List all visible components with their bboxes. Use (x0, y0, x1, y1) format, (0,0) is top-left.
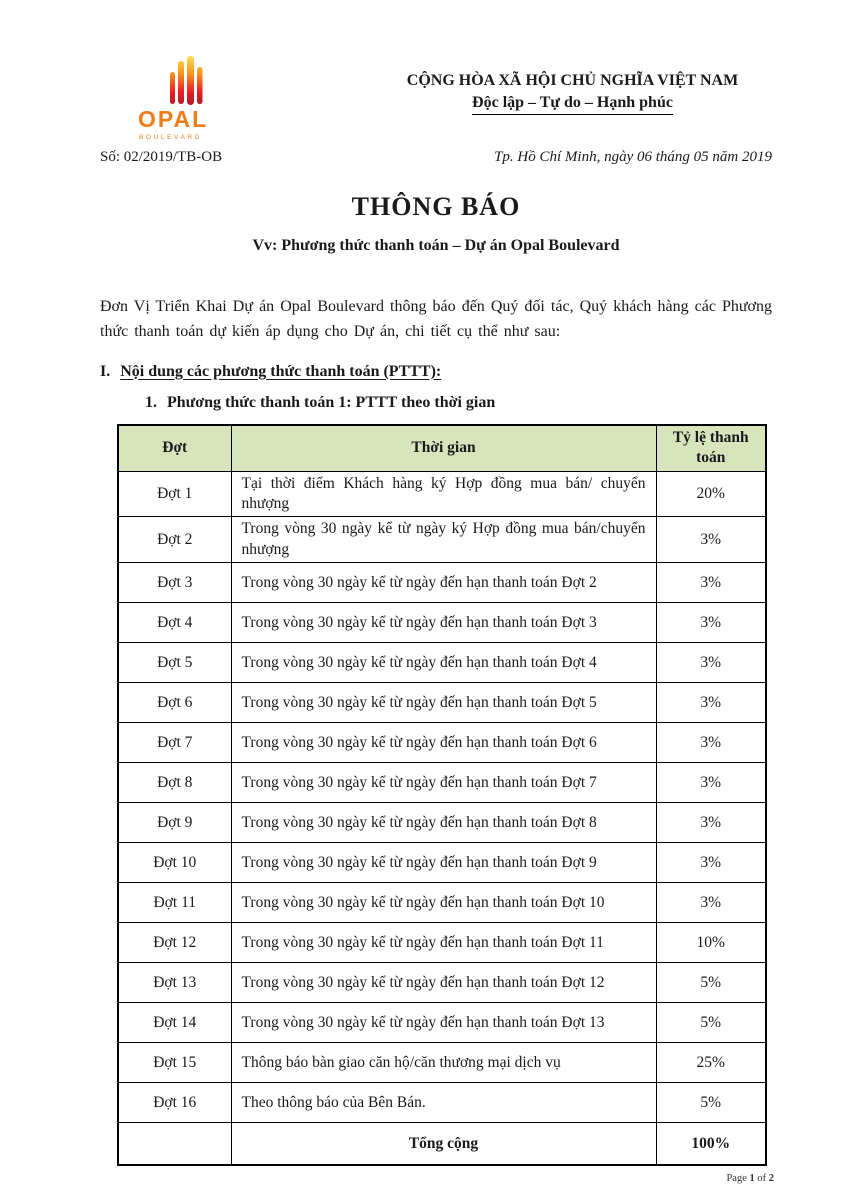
footer-total-pages: 2 (768, 1173, 774, 1184)
stage-cell: Đợt 9 (118, 803, 231, 843)
logo-wordmark: OPAL (138, 106, 209, 132)
meta-row (100, 149, 772, 166)
table-row (118, 843, 766, 883)
intro-paragraph: Đơn Vị Triển Khai Dự án Opal Boulevard thông báo đến Quý đối tác, Quý khách hàng các Phương thức thanh toán dự kiến áp dụng cho Dự án, chi tiết cụ thể như sau: (100, 298, 772, 340)
section-title: Nội dung các phương thức thanh toán (PTTT): (120, 362, 442, 380)
document-header (100, 56, 772, 141)
time-cell: Trong vòng 30 ngày kể từ ngày đến hạn thanh toán Đợt 10 (231, 883, 656, 923)
table-total-row (118, 1123, 766, 1166)
time-cell: Trong vòng 30 ngày kể từ ngày đến hạn thanh toán Đợt 5 (231, 683, 656, 723)
footer-current-page: 1 (749, 1173, 755, 1184)
time-cell: Theo thông báo của Bên Bán. (231, 1083, 656, 1123)
stage-cell: Đợt 6 (118, 683, 231, 723)
table-row (118, 1083, 766, 1123)
payment-table-body (118, 471, 766, 1123)
table-row (118, 563, 766, 603)
subsection-title: Phương thức thanh toán 1: PTTT theo thời gian (167, 393, 496, 411)
time-cell: Trong vòng 30 ngày kể từ ngày đến hạn thanh toán Đợt 13 (231, 1003, 656, 1043)
column-header-rate: Tỷ lệ thanh toán (656, 425, 766, 471)
flame-towers-icon (156, 56, 220, 106)
table-row (118, 1003, 766, 1043)
stage-cell: Đợt 3 (118, 563, 231, 603)
payment-schedule-table (117, 424, 767, 1167)
rate-cell: 3% (656, 763, 766, 803)
time-cell: Trong vòng 30 ngày kể từ ngày đến hạn thanh toán Đợt 3 (231, 603, 656, 643)
stage-cell: Đợt 12 (118, 923, 231, 963)
subsection-number: 1. (145, 393, 157, 411)
subsection-heading (145, 394, 772, 412)
section-heading (100, 363, 772, 381)
national-motto: Độc lập – Tự do – Hạnh phúc (472, 94, 673, 115)
table-row (118, 643, 766, 683)
page-title: THÔNG BÁO (351, 192, 521, 221)
rate-cell: 10% (656, 923, 766, 963)
table-row (118, 723, 766, 763)
time-cell: Trong vòng 30 ngày kể từ ngày đến hạn thanh toán Đợt 8 (231, 803, 656, 843)
table-header-row (118, 425, 766, 471)
footer-word-page: Page (726, 1173, 747, 1184)
stage-cell: Đợt 10 (118, 843, 231, 883)
rate-cell: 20% (656, 471, 766, 517)
stage-cell: Đợt 14 (118, 1003, 231, 1043)
table-row (118, 603, 766, 643)
stage-cell: Đợt 15 (118, 1043, 231, 1083)
rate-cell: 3% (656, 723, 766, 763)
rate-cell: 3% (656, 883, 766, 923)
stage-cell: Đợt 16 (118, 1083, 231, 1123)
time-cell: Trong vòng 30 ngày kể từ ngày đến hạn thanh toán Đợt 12 (231, 963, 656, 1003)
national-header (373, 56, 772, 115)
table-row (118, 963, 766, 1003)
stage-cell: Đợt 1 (118, 471, 231, 517)
table-row (118, 1043, 766, 1083)
time-cell: Tại thời điểm Khách hàng ký Hợp đồng mua bán/ chuyển nhượng (231, 471, 656, 517)
stage-cell: Đợt 7 (118, 723, 231, 763)
rate-cell: 5% (656, 1003, 766, 1043)
table-row (118, 883, 766, 923)
table-row (118, 803, 766, 843)
time-cell: Trong vòng 30 ngày kể từ ngày đến hạn thanh toán Đợt 9 (231, 843, 656, 883)
opal-logo (100, 56, 373, 141)
table-row (118, 763, 766, 803)
rate-cell: 3% (656, 683, 766, 723)
table-row (118, 683, 766, 723)
stage-cell: Đợt 4 (118, 603, 231, 643)
time-cell: Trong vòng 30 ngày kể từ ngày đến hạn thanh toán Đợt 11 (231, 923, 656, 963)
section-numeral: I. (100, 362, 111, 380)
rate-cell: 3% (656, 603, 766, 643)
document-number: Số: 02/2019/TB-OB (100, 149, 223, 165)
table-row (118, 517, 766, 563)
footer-word-of: of (757, 1173, 767, 1184)
stage-cell: Đợt 5 (118, 643, 231, 683)
rate-cell: 3% (656, 803, 766, 843)
stage-cell: Đợt 11 (118, 883, 231, 923)
column-header-time: Thời gian (231, 425, 656, 471)
rate-cell: 3% (656, 843, 766, 883)
table-row (118, 471, 766, 517)
column-header-stage: Đợt (118, 425, 231, 471)
time-cell: Trong vòng 30 ngày kể từ ngày đến hạn thanh toán Đợt 4 (231, 643, 656, 683)
time-cell: Thông báo bàn giao căn hộ/căn thương mại dịch vụ (231, 1043, 656, 1083)
stage-cell: Đợt 2 (118, 517, 231, 563)
table-row (118, 923, 766, 963)
total-label-cell: Tổng cộng (231, 1123, 656, 1166)
time-cell: Trong vòng 30 ngày kể từ ngày ký Hợp đồng mua bán/chuyển nhượng (231, 517, 656, 563)
time-cell: Trong vòng 30 ngày kể từ ngày đến hạn thanh toán Đợt 2 (231, 563, 656, 603)
time-cell: Trong vòng 30 ngày kể từ ngày đến hạn thanh toán Đợt 6 (231, 723, 656, 763)
total-empty-cell (118, 1123, 231, 1166)
page-number-footer (726, 1173, 774, 1184)
total-rate-cell: 100% (656, 1123, 766, 1166)
time-cell: Trong vòng 30 ngày kể từ ngày đến hạn thanh toán Đợt 7 (231, 763, 656, 803)
rate-cell: 3% (656, 563, 766, 603)
rate-cell: 3% (656, 517, 766, 563)
place-and-date: Tp. Hồ Chí Minh, ngày 06 tháng 05 năm 2019 (494, 149, 772, 165)
stage-cell: Đợt 8 (118, 763, 231, 803)
page-subtitle: Vv: Phương thức thanh toán – Dự án Opal Boulevard (252, 237, 620, 254)
stage-cell: Đợt 13 (118, 963, 231, 1003)
rate-cell: 25% (656, 1043, 766, 1083)
logo-subwordmark: BOULEVARD (139, 134, 203, 141)
national-title: CỘNG HÒA XÃ HỘI CHỦ NGHĨA VIỆT NAM (406, 72, 739, 89)
rate-cell: 3% (656, 643, 766, 683)
rate-cell: 5% (656, 963, 766, 1003)
rate-cell: 5% (656, 1083, 766, 1123)
